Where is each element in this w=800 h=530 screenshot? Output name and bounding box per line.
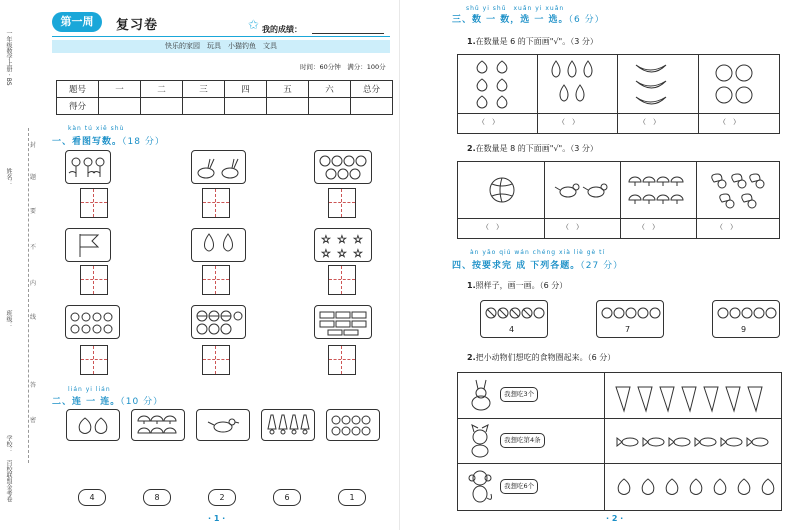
picture-circles — [65, 305, 120, 339]
animal-food-table — [457, 372, 782, 511]
cut-mark: 不 — [30, 244, 37, 251]
circle-group-icon — [713, 301, 779, 325]
picture-pears — [191, 228, 246, 262]
circle-group-icon — [66, 306, 119, 338]
count-number: 7 — [625, 325, 631, 334]
score-cell[interactable] — [225, 98, 267, 115]
section-pinyin: shǔ yi shǔ xuǎn yi xuǎn — [466, 5, 565, 12]
peach-icon — [608, 471, 780, 505]
number-oval[interactable]: 6 — [273, 489, 301, 506]
apple-icon — [327, 410, 379, 440]
monkey-icon — [466, 468, 496, 506]
speech-bubble: 我想吃6个 — [500, 479, 538, 494]
apple-icon — [708, 57, 768, 112]
section-title: 三、数 一 数，选 一 选。（6 分） — [452, 15, 605, 25]
divider — [52, 36, 390, 37]
apple-icon — [315, 151, 371, 183]
question-text: 1.照样子，画一画。（6 分） — [467, 281, 568, 290]
ball-icon — [192, 306, 245, 338]
flower-icon — [66, 151, 110, 183]
cut-mark: 答 — [30, 382, 37, 389]
grid-divider — [458, 418, 781, 419]
section-pinyin: kàn tú xiě shù — [68, 125, 125, 132]
time-info: 时间：60分钟 满分：100分 — [300, 63, 386, 71]
table-cell: 六 — [309, 81, 351, 98]
cut-line — [28, 128, 29, 463]
q1-grid — [457, 54, 780, 134]
picture-apples-2 — [326, 409, 380, 441]
grid-divider — [458, 113, 779, 114]
score-table — [56, 80, 393, 115]
school-label: 学校： — [5, 435, 12, 453]
svg-text:☆: ☆ — [353, 233, 363, 246]
car-icon — [315, 306, 371, 338]
grid-divider — [617, 55, 618, 133]
answer-paren[interactable]: （ ） — [482, 223, 503, 231]
cut-mark: 封 — [30, 142, 37, 149]
number-oval[interactable]: 4 — [78, 489, 106, 506]
q2-grid — [457, 161, 780, 239]
pear-icon — [192, 229, 245, 261]
pear-icon — [546, 57, 610, 112]
number-oval[interactable]: 2 — [208, 489, 236, 506]
week-tag: 第一周 — [52, 12, 102, 32]
name-label: 姓名： — [5, 168, 12, 186]
peach-icon — [67, 410, 119, 440]
drawing-box[interactable] — [712, 300, 780, 338]
picture-bird — [196, 409, 250, 441]
grid-divider — [698, 55, 699, 133]
answer-paren[interactable]: （ ） — [716, 223, 737, 231]
rabbit-icon — [466, 379, 496, 413]
answer-paren[interactable]: （ ） — [562, 223, 583, 231]
drawing-box[interactable] — [596, 300, 664, 338]
grid-divider — [696, 162, 697, 238]
score-cell[interactable] — [99, 98, 141, 115]
answer-paren[interactable]: （ ） — [719, 118, 740, 126]
svg-text:☆: ☆ — [353, 247, 363, 260]
score-cell[interactable] — [351, 98, 393, 115]
answer-box[interactable] — [328, 188, 356, 218]
fish-icon — [608, 425, 780, 459]
grid-divider — [537, 55, 538, 133]
rabbit-icon — [192, 151, 245, 183]
table-row — [57, 98, 393, 115]
answer-box[interactable] — [80, 265, 108, 295]
answer-box[interactable] — [80, 188, 108, 218]
picture-peaches — [66, 409, 120, 441]
answer-paren[interactable]: （ ） — [639, 118, 660, 126]
number-oval[interactable]: 8 — [143, 489, 171, 506]
section-pinyin: àn yāo qiú wán chéng xià liè gè tí — [470, 249, 606, 256]
picture-mushrooms — [131, 409, 185, 441]
table-cell: 题号 — [57, 81, 99, 98]
speech-bubble: 我想吃3个 — [500, 387, 538, 402]
grid-divider — [544, 162, 545, 238]
picture-apples — [314, 150, 372, 184]
circle-group-icon — [481, 301, 547, 325]
answer-box[interactable] — [328, 345, 356, 375]
picture-rabbits — [191, 150, 246, 184]
svg-text:☆: ☆ — [321, 233, 331, 246]
answer-box[interactable] — [328, 265, 356, 295]
count-number: 4 — [509, 325, 515, 334]
cut-mark: 线 — [30, 314, 37, 321]
picture-stars — [314, 228, 372, 262]
score-cell[interactable] — [309, 98, 351, 115]
binding-strip — [3, 20, 17, 520]
answer-box[interactable] — [202, 345, 230, 375]
section-pinyin: lián yi lián — [68, 386, 111, 393]
table-row — [57, 81, 393, 98]
svg-text:☆: ☆ — [337, 247, 347, 260]
table-cell: 一 — [99, 81, 141, 98]
table-cell: 总分 — [351, 81, 393, 98]
topics-band: 快乐的家园 玩具 小猫钓鱼 文具 — [52, 40, 390, 53]
table-cell: 四 — [225, 81, 267, 98]
count-number: 9 — [741, 325, 747, 334]
page-right — [400, 0, 800, 530]
section-title: 二、连 一 连。（10 分） — [52, 397, 164, 407]
score-cell[interactable] — [267, 98, 309, 115]
carrot-icon — [608, 379, 780, 413]
answer-paren[interactable]: （ ） — [478, 118, 499, 126]
question-text: 2.在数量是 8 的下面画"√"。（3 分） — [467, 144, 598, 153]
page-number: · 1 · — [208, 514, 226, 523]
cut-mark: 要 — [30, 208, 37, 215]
answer-paren[interactable]: （ ） — [638, 223, 659, 231]
cut-mark: 题 — [30, 174, 37, 181]
picture-cars — [314, 305, 372, 339]
cut-mark: 内 — [30, 280, 37, 287]
sample-box — [480, 300, 548, 338]
answer-paren[interactable]: （ ） — [558, 118, 579, 126]
picture-flag — [65, 228, 111, 262]
peach-icon — [468, 57, 528, 112]
bird-icon — [550, 172, 616, 208]
picture-flowers — [65, 150, 111, 184]
squirrel-icon — [706, 168, 770, 214]
volleyball-icon — [486, 174, 518, 206]
star-group-icon — [315, 229, 371, 261]
banana-icon — [628, 57, 688, 112]
cat-icon — [466, 423, 496, 459]
section-title: 四、按要求完 成 下列各题。（27 分） — [452, 261, 624, 271]
table-cell: 五 — [267, 81, 309, 98]
table-cell: 三 — [183, 81, 225, 98]
grid-divider — [458, 463, 781, 464]
table-cell: 二 — [141, 81, 183, 98]
class-label: 班级： — [5, 310, 12, 328]
mushroom-icon — [132, 410, 184, 440]
page-number: · 2 · — [606, 514, 624, 523]
score-label: 我的成绩： — [262, 25, 302, 34]
svg-text:☆: ☆ — [337, 233, 347, 246]
mushroom-icon — [626, 170, 692, 210]
flag-icon — [66, 229, 110, 261]
svg-text:☆: ☆ — [321, 247, 331, 260]
score-field[interactable] — [312, 33, 384, 34]
grid-divider — [604, 373, 605, 510]
circle-group-icon — [597, 301, 663, 325]
question-text: 2.把小动物们想吃的食物圈起来。（6 分） — [467, 353, 616, 362]
page-title: 复习卷 — [116, 18, 159, 33]
shuttlecock-icon — [262, 410, 314, 440]
exam-label: 百校联盟金考卷 — [5, 460, 12, 502]
answer-box[interactable] — [202, 188, 230, 218]
speech-bubble: 我想吃第4条 — [500, 433, 545, 448]
score-cell[interactable] — [141, 98, 183, 115]
bird-icon — [197, 410, 249, 440]
series-label: 一年级数学上册 · BS — [5, 30, 12, 86]
picture-balls — [191, 305, 246, 339]
grid-divider — [620, 162, 621, 238]
answer-box[interactable] — [80, 345, 108, 375]
grid-divider — [458, 218, 779, 219]
question-text: 1.在数量是 6 的下面画"√"。（3 分） — [467, 37, 598, 46]
star-icon: ✩ — [248, 18, 259, 33]
picture-shuttlecocks — [261, 409, 315, 441]
answer-box[interactable] — [202, 265, 230, 295]
section-title: 一、看图写数。（18 分） — [52, 137, 165, 147]
cut-mark: 密 — [30, 417, 37, 424]
score-cell[interactable] — [183, 98, 225, 115]
number-oval[interactable]: 1 — [338, 489, 366, 506]
table-cell: 得分 — [57, 98, 99, 115]
